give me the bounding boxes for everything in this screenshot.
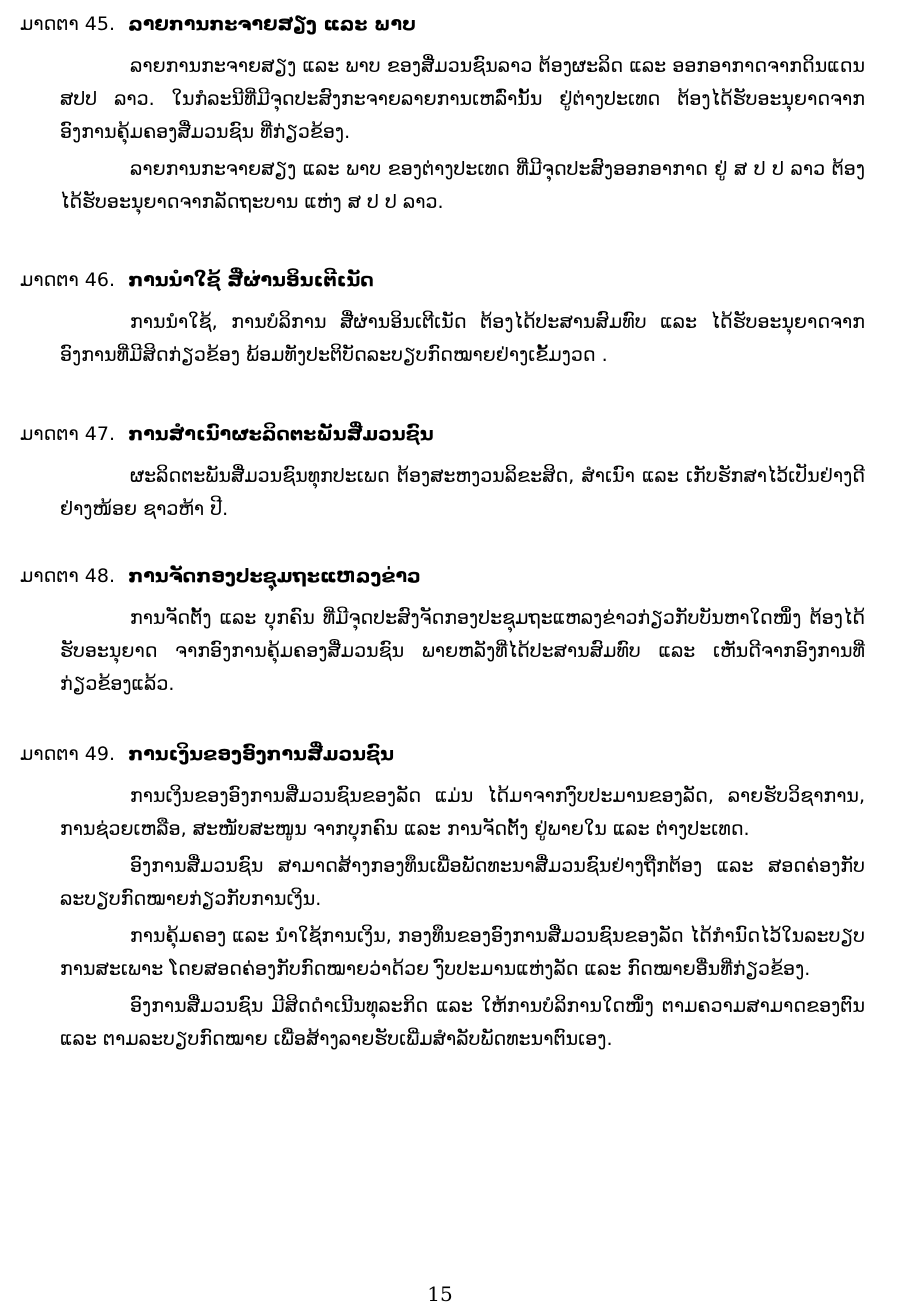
article-49 — [20, 742, 865, 1056]
article-heading — [20, 12, 865, 36]
article-title: ການເງິນຂອງອົງການສື່ມວນຊົນ — [128, 743, 395, 765]
article-47 — [20, 422, 865, 526]
article-45 — [20, 12, 865, 219]
article-48 — [20, 564, 865, 701]
paragraph: ການນຳໃຊ້, ການບໍລິການ ສື່ຜ່ານອິນເຕີເນັດ ຕ້ອງໄດ້ປະສານສົມທົບ ແລະ ໄດ້ຮັບອະນຸຍາດຈາກອົງການທີ່ມີສິດກ່ຽວຂ້ອງ ພ້ອມທັງປະຕິບັດລະບຽບກົດໝາຍຢ່າງເຂັ້ມງວດ . — [60, 311, 865, 366]
article-number: ມາດຕາ 49. — [20, 743, 115, 765]
article-title: ການຈັດກອງປະຊຸມຖະແຫລງຂ່າວ — [128, 565, 421, 587]
article-46 — [20, 268, 865, 372]
page-number: 15 — [427, 1282, 453, 1306]
paragraph: ການຄຸ້ມຄອງ ແລະ ນຳໃຊ້ການເງິນ, ກອງທຶນຂອງອົງການສື່ມວນຊົນຂອງລັດ ໄດ້ກຳນົດໄວ້ໃນລະບຽບການສະເພາະ ໂດຍສອດຄ່ອງກັບກົດໝາຍວ່າດ້ວຍ ງົບປະມານແຫ່ງລັດ ແລະ ກົດໝາຍອື່ນທີ່ກ່ຽວຂ້ອງ. — [60, 925, 865, 980]
article-title: ການນຳໃຊ້ ສື່ຜ່ານອິນເຕີເນັດ — [128, 269, 374, 291]
paragraph: ການຈັດຕັ້ງ ແລະ ບຸກຄົນ ທີ່ມີຈຸດປະສົງຈັດກອງປະຊຸມຖະແຫລງຂ່າວກ່ຽວກັບບັນຫາໃດໜຶ່ງ ຕ້ອງໄດ້ຮັບອະນຸຍາດ ຈາກອົງການຄຸ້ມຄອງສື່ມວນຊົນ ພາຍຫລັງທີ່ໄດ້ປະສານສົມທົບ ແລະ ເຫັນດີຈາກອົງການທີ່ກ່ຽວຂ້ອງແລ້ວ. — [60, 607, 865, 695]
article-heading — [20, 422, 865, 446]
paragraph: ລາຍການກະຈາຍສຽງ ແລະ ພາບ ຂອງສື່ມວນຊົນລາວ ຕ້ອງຜະລິດ ແລະ ອອກອາກາດຈາກດິນແດນ ສປປ ລາວ. ໃນກໍລະນີທີ່ມີຈຸດປະສົງກະຈາຍລາຍການເຫລົ່ານັ້ນ ຢູ່ຕ່າງປະເທດ ຕ້ອງໄດ້ຮັບອະນຸຍາດຈາກອົງການຄຸ້ມຄອງສື່ມວນຊົນ ທີ່ກ່ຽວຂ້ອງ. — [60, 55, 865, 143]
paragraph: ອົງການສື່ມວນຊົນ ມີສິດດຳເນີນທຸລະກິດ ແລະ ໃຫ້ການບໍລິການໃດໜຶ່ງ ຕາມຄວາມສາມາດຂອງຕົນ ແລະ ຕາມລະບຽບກົດໝາຍ ເພື່ອສ້າງລາຍຮັບເພີ່ມສຳລັບພັດທະນາຕົນເອງ. — [60, 995, 865, 1050]
article-heading — [20, 742, 865, 766]
paragraph: ລາຍການກະຈາຍສຽງ ແລະ ພາບ ຂອງຕ່າງປະເທດ ທີ່ມີຈຸດປະສົງອອກອາກາດ ຢູ່ ສ ປ ປ ລາວ ຕ້ອງໄດ້ຮັບອະນຸຍາດຈາກລັດຖະບານ ແຫ່ງ ສ ປ ປ ລາວ. — [60, 158, 865, 213]
article-heading — [20, 268, 865, 292]
article-number: ມາດຕາ 45. — [20, 13, 115, 35]
article-heading — [20, 564, 865, 588]
paragraph: ຜະລິດຕະພັນສື່ມວນຊົນທຸກປະເພດ ຕ້ອງສະຫງວນລິຂະສິດ, ສຳເນົາ ແລະ ເກັບຮັກສາໄວ້ເປັນຢ່າງດີ ຢ່າງໜ້ອຍ ຊາວຫ້າ ປີ. — [60, 465, 865, 520]
paragraph: ອົງການສື່ມວນຊົນ ສາມາດສ້າງກອງທຶນເພື່ອພັດທະນາສື່ມວນຊົນຢ່າງຖືກຕ້ອງ ແລະ ສອດຄ່ອງກັບລະບຽບກົດໝາຍກ່ຽວກັບການເງິນ. — [60, 855, 865, 910]
article-title: ລາຍການກະຈາຍສຽງ ແລະ ພາບ — [128, 13, 416, 35]
article-title: ການສຳເນົາຜະລິດຕະພັນສື່ມວນຊົນ — [128, 423, 434, 445]
paragraph: ການເງິນຂອງອົງການສື່ມວນຊົນຂອງລັດ ແມ່ນ ໄດ້ມາຈາກງົບປະມານຂອງລັດ, ລາຍຮັບວິຊາການ, ການຊ່ວຍເຫລືອ, ສະໜັບສະໜູນ ຈາກບຸກຄົນ ແລະ ການຈັດຕັ້ງ ຢູ່ພາຍໃນ ແລະ ຕ່າງປະເທດ. — [60, 785, 865, 840]
article-number: ມາດຕາ 46. — [20, 269, 115, 291]
article-number: ມາດຕາ 48. — [20, 565, 115, 587]
article-number: ມາດຕາ 47. — [20, 423, 115, 445]
